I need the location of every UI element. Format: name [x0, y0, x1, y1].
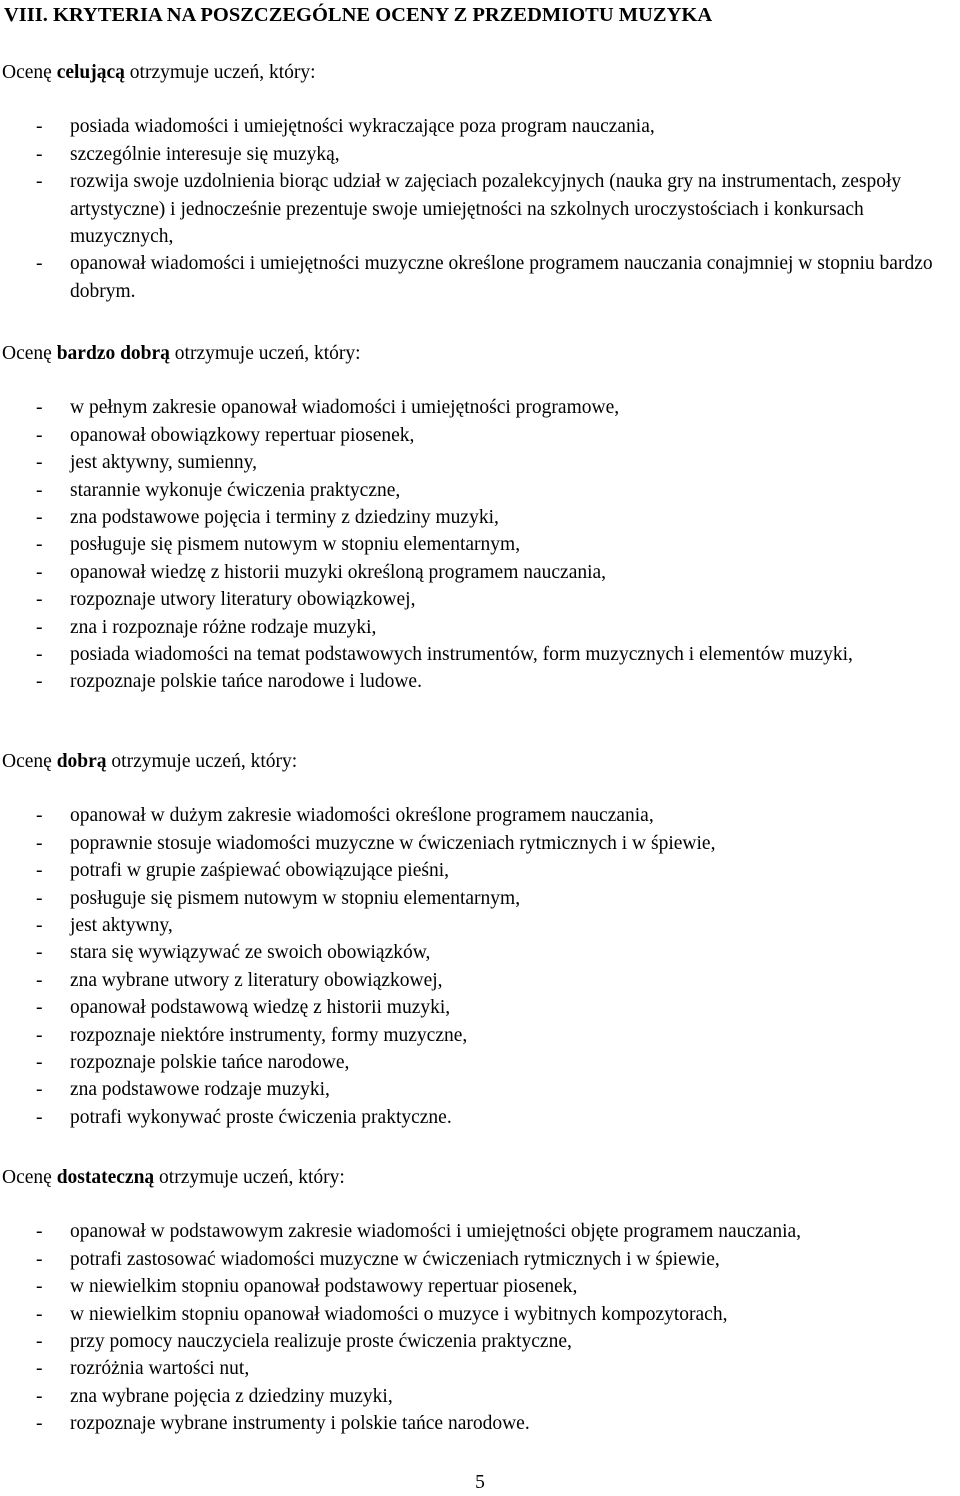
list-item-text: jest aktywny, [70, 915, 173, 937]
intro-suffix: otrzymuje uczeń, który: [124, 62, 316, 83]
list-item-text: przy pomocy nauczyciela realizuje proste ćwiczenia praktyczne, [70, 1331, 572, 1353]
list-item-text: potrafi zastosować wiadomości muzyczne w ćwiczeniach rytmicznych i w śpiewie, [70, 1248, 720, 1270]
section-celujaca [0, 59, 960, 305]
list-item [0, 668, 960, 695]
bullet-dash: - [36, 507, 43, 529]
list-item [0, 394, 960, 421]
bullet-dash: - [36, 589, 43, 611]
section-intro [0, 59, 960, 86]
bullet-dash: - [36, 253, 43, 275]
list-item [0, 1049, 960, 1076]
list-item-text: potrafi w grupie zaśpiewać obowiązujące pieśni, [70, 860, 450, 882]
list-item [0, 967, 960, 994]
list-item-text: rozwija swoje uzdolnienia biorąc udział w zajęciach pozalekcyjnych (nauka gry na instrumentach, zespoły artystyczne) i jednocześnie prezentuje swoje umiejętności na szkolnych uroczystościach i konkursach muzycznych, [70, 171, 902, 248]
list-item-text: opanował w podstawowym zakresie wiadomości i umiejętności objęte programem nauczania, [70, 1221, 802, 1243]
list-item-text: rozpoznaje niektóre instrumenty, formy muzyczne, [70, 1024, 468, 1046]
list-item [0, 1355, 960, 1382]
bullet-dash: - [36, 832, 43, 854]
list-item-text: jest aktywny, sumienny, [70, 452, 258, 474]
intro-prefix: Ocenę [2, 751, 57, 772]
bullet-dash: - [36, 616, 43, 638]
list-item-text: zna wybrane pojęcia z dziedziny muzyki, [70, 1385, 393, 1407]
bullet-dash: - [36, 1106, 43, 1128]
criteria-list [0, 802, 960, 1131]
section-intro [0, 748, 960, 775]
list-item [0, 994, 960, 1021]
grade-name: celującą [56, 62, 125, 83]
list-item [0, 531, 960, 558]
section-intro [0, 340, 960, 367]
list-item-text: posługuje się pismem nutowym w stopniu elementarnym, [70, 887, 521, 909]
list-item-text: opanował podstawową wiedzę z historii muzyki, [70, 997, 451, 1019]
list-item [0, 113, 960, 140]
list-item [0, 141, 960, 168]
list-item [0, 1328, 960, 1355]
list-item-text: opanował wiadomości i umiejętności muzyczne określone programem nauczania conajmniej w stopniu bardzo dobrym. [70, 253, 933, 302]
list-item-text: rozpoznaje utwory literatury obowiązkowej, [70, 589, 416, 611]
bullet-dash: - [36, 671, 43, 693]
list-item [0, 1076, 960, 1103]
list-item [0, 250, 960, 305]
bullet-dash: - [36, 1221, 43, 1243]
bullet-dash: - [36, 1358, 43, 1380]
intro-prefix: Ocenę [2, 343, 57, 364]
list-item-text: stara się wywiązywać ze swoich obowiązków, [70, 942, 431, 964]
list-item [0, 939, 960, 966]
list-item [0, 559, 960, 586]
list-item-text: starannie wykonuje ćwiczenia praktyczne, [70, 479, 401, 501]
list-item [0, 857, 960, 884]
list-item-text: posługuje się pismem nutowym w stopniu elementarnym, [70, 534, 521, 556]
list-item-text: w niewielkim stopniu opanował podstawowy repertuar piosenek, [70, 1276, 578, 1298]
intro-prefix: Ocenę [2, 62, 57, 83]
list-item-text: opanował w dużym zakresie wiadomości określone programem nauczania, [70, 805, 654, 827]
bullet-dash: - [36, 1024, 43, 1046]
bullet-dash: - [36, 969, 43, 991]
bullet-dash: - [36, 534, 43, 556]
list-item [0, 449, 960, 476]
list-item [0, 1104, 960, 1131]
criteria-list [0, 1218, 960, 1437]
section-dobra [0, 748, 960, 1131]
bullet-dash: - [36, 143, 43, 165]
list-item-text: potrafi wykonywać proste ćwiczenia praktyczne. [70, 1106, 452, 1128]
bullet-dash: - [36, 1413, 43, 1435]
bullet-dash: - [36, 915, 43, 937]
list-item-text: rozpoznaje polskie tańce narodowe i ludowe. [70, 671, 422, 693]
bullet-dash: - [36, 561, 43, 583]
list-item [0, 614, 960, 641]
bullet-dash: - [36, 942, 43, 964]
section-bardzo-dobra [0, 340, 960, 696]
list-item [0, 802, 960, 829]
section-intro [0, 1164, 960, 1191]
bullet-dash: - [36, 171, 43, 193]
list-item [0, 1218, 960, 1245]
page-heading: VIII. KRYTERIA NA POSZCZEGÓLNE OCENY Z PRZEDMIOTU MUZYKA [4, 4, 713, 26]
list-item [0, 422, 960, 449]
grade-name: bardzo dobrą [56, 343, 170, 364]
list-item-text: poprawnie stosuje wiadomości muzyczne w ćwiczeniach rytmicznych i w śpiewie, [70, 832, 716, 854]
list-item [0, 912, 960, 939]
bullet-dash: - [36, 1248, 43, 1270]
bullet-dash: - [36, 1079, 43, 1101]
list-item-text: w niewielkim stopniu opanował wiadomości o muzyce i wybitnych kompozytorach, [70, 1303, 728, 1325]
grade-name: dostateczną [56, 1167, 155, 1188]
list-item-text: posiada wiadomości i umiejętności wykraczające poza program nauczania, [70, 116, 655, 138]
list-item [0, 885, 960, 912]
list-item-text: rozpoznaje polskie tańce narodowe, [70, 1052, 350, 1074]
bullet-dash: - [36, 997, 43, 1019]
bullet-dash: - [36, 1276, 43, 1298]
list-item-text: posiada wiadomości na temat podstawowych instrumentów, form muzycznych i elementów muzyki, [70, 644, 853, 666]
list-item [0, 1246, 960, 1273]
intro-suffix: otrzymuje uczeń, który: [169, 343, 361, 364]
list-item-text: opanował wiedzę z historii muzyki określoną programem nauczania, [70, 561, 607, 583]
list-item [0, 586, 960, 613]
list-item [0, 830, 960, 857]
bullet-dash: - [36, 805, 43, 827]
list-item-text: zna podstawowe pojęcia i terminy z dziedziny muzyki, [70, 507, 499, 529]
bullet-dash: - [36, 1303, 43, 1325]
bullet-dash: - [36, 860, 43, 882]
intro-suffix: otrzymuje uczeń, który: [154, 1167, 345, 1188]
criteria-list [0, 394, 960, 695]
list-item-text: zna i rozpoznaje różne rodzaje muzyki, [70, 616, 377, 638]
bullet-dash: - [36, 397, 43, 419]
list-item [0, 1410, 960, 1437]
list-item-text: rozróżnia wartości nut, [70, 1358, 250, 1380]
bullet-dash: - [36, 887, 43, 909]
bullet-dash: - [36, 116, 43, 138]
list-item-text: zna wybrane utwory z literatury obowiązkowej, [70, 969, 443, 991]
grade-name: dobrą [56, 751, 107, 772]
bullet-dash: - [36, 424, 43, 446]
list-item-text: szczególnie interesuje się muzyką, [70, 143, 340, 165]
list-item [0, 504, 960, 531]
bullet-dash: - [36, 1052, 43, 1074]
list-item [0, 641, 960, 668]
list-item [0, 477, 960, 504]
bullet-dash: - [36, 452, 43, 474]
intro-suffix: otrzymuje uczeń, który: [106, 751, 298, 772]
page-number: 5 [475, 1472, 485, 1493]
bullet-dash: - [36, 644, 43, 666]
list-item-text: opanował obowiązkowy repertuar piosenek, [70, 424, 415, 446]
list-item [0, 1383, 960, 1410]
criteria-list [0, 113, 960, 305]
list-item-text: w pełnym zakresie opanował wiadomości i umiejętności programowe, [70, 397, 620, 419]
list-item [0, 1273, 960, 1300]
bullet-dash: - [36, 479, 43, 501]
list-item-text: rozpoznaje wybrane instrumenty i polskie tańce narodowe. [70, 1413, 530, 1435]
list-item [0, 1301, 960, 1328]
bullet-dash: - [36, 1331, 43, 1353]
list-item [0, 168, 960, 250]
intro-prefix: Ocenę [2, 1167, 57, 1188]
section-dostateczna [0, 1164, 960, 1438]
list-item [0, 1022, 960, 1049]
bullet-dash: - [36, 1385, 43, 1407]
list-item-text: zna podstawowe rodzaje muzyki, [70, 1079, 330, 1101]
